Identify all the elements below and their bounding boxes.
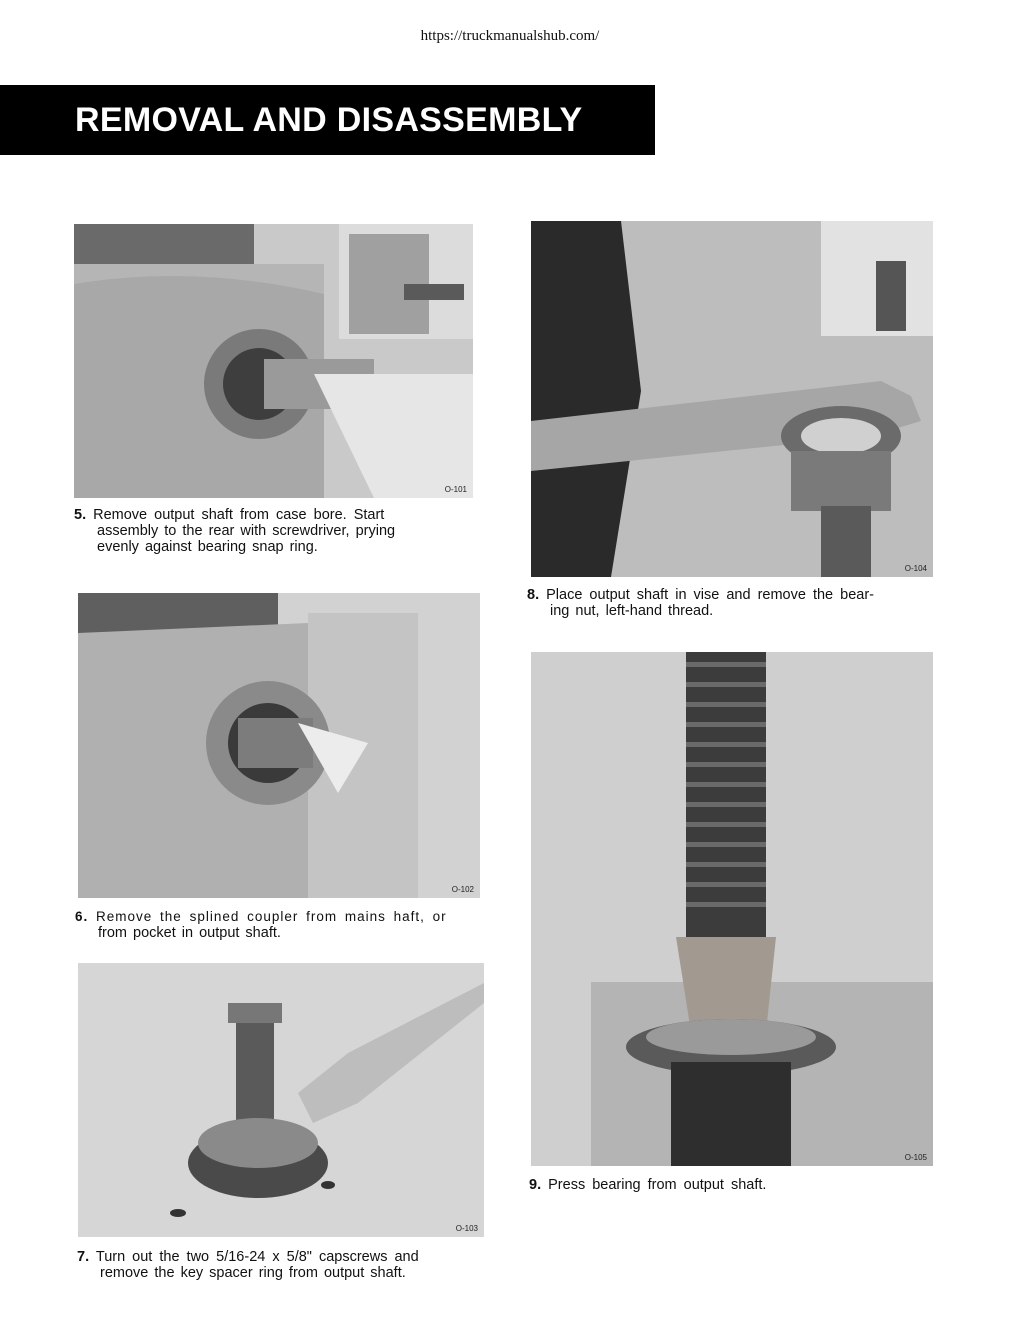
section-banner [0,85,655,155]
caption-line: Press bearing from output shaft. [548,1177,767,1193]
photo-press-bearing [531,652,933,1166]
caption-line: ing nut, left-hand thread. [550,603,714,619]
photo-key-spacer-ring [78,963,484,1237]
step-number: 7. [77,1249,90,1265]
caption-step-8 [527,587,923,619]
caption-line: Remove the splined coupler from mains haft, or [96,909,447,924]
caption-line: assembly to the rear with screwdriver, prying [97,523,396,539]
step-number: 9. [529,1177,542,1193]
caption-step-7 [77,1249,473,1281]
caption-line: remove the key spacer ring from output shaft. [100,1265,406,1281]
page-title: REMOVAL AND DISASSEMBLY [75,101,583,139]
figure-code: O-101 [444,485,467,494]
figure-code: O-104 [904,564,927,573]
caption-step-5 [74,507,470,555]
step-number: 8. [527,587,540,603]
figure-code: O-105 [904,1153,927,1162]
caption-line: Place output shaft in vise and remove the bear- [546,587,874,603]
caption-line: evenly against bearing snap ring. [97,539,318,555]
caption-line: Remove output shaft from case bore. Start [93,507,385,523]
photo-bearing-nut-vise [531,221,933,577]
photo-output-shaft-removal [74,224,473,498]
photo-splined-coupler [78,593,480,898]
step-number: 6. [75,909,89,924]
caption-line: from pocket in output shaft. [98,925,281,941]
caption-step-6 [75,909,473,941]
caption-step-9 [529,1177,925,1193]
step-number: 5. [74,507,87,523]
figure-code: O-103 [455,1224,478,1233]
figure-code: O-102 [451,885,474,894]
caption-line: Turn out the two 5/16-24 x 5/8" capscrews and [95,1249,419,1265]
source-url[interactable]: https://truckmanualshub.com/ [420,28,600,44]
